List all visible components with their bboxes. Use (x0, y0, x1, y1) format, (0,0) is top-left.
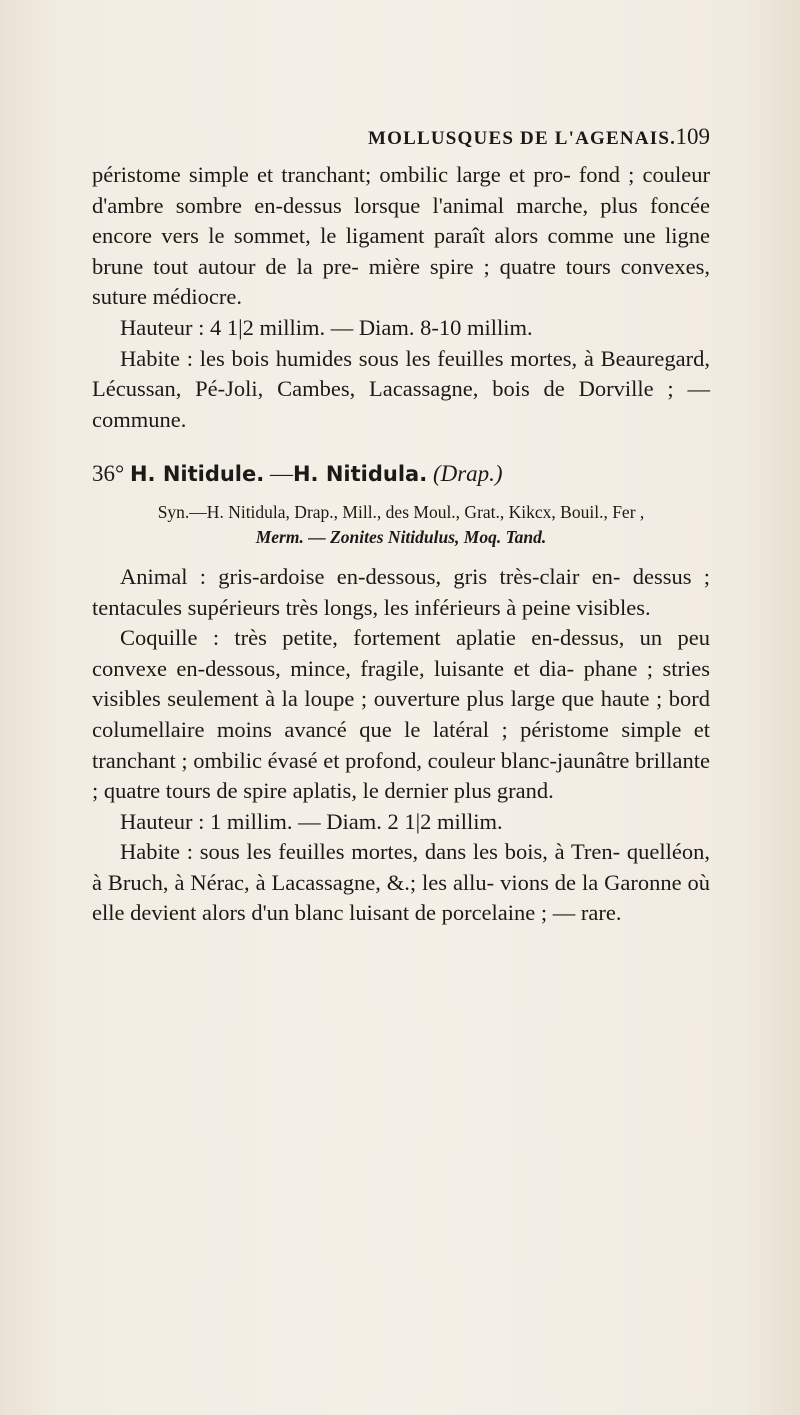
paragraph-shell-description: péristome simple et tranchant; ombilic large et pro- fond ; couleur d'ambre sombre en-dessus lorsque l'animal marche, plus foncée encore vers le sommet, le ligament paraît alors comme une ligne brune tout autour de la pre- mière spire ; quatre tours convexes, suture médiocre. (92, 162, 711, 310)
dimensions-line-2: Hauteur : 1 millim. — Diam. 2 1|2 millim. (120, 808, 503, 834)
shell-paragraph: Coquille : très petite, fortement aplatie en-dessus, un peu convexe en-dessous, mince, fragile, luisante et dia- phane ; stries visibles seulement à la loupe ; ouverture plus large que haute ; bord columellaire moins avancé que le latéral ; péristome simple et tranchant ; ombilic évasé et profond, couleur blanc-jaunâtre brillante ; quatre tours de spire aplatis, le dernier plus grand. (92, 625, 711, 804)
animal-paragraph: Animal : gris-ardoise en-dessous, gris très-clair en- dessus ; tentacules supérieurs très longs, les inférieurs à peine visibles. (92, 563, 710, 620)
page-number: 109 (675, 124, 710, 149)
running-head: MOLLUSQUES DE L'AGENAIS. (368, 128, 677, 149)
synonymy: Syn.—H. Nitidula, Drap., Mill., des Moul., Grat., Kikcx, Bouil., Fer , Merm. — Zonites Nitidulus, Moq. Tand. (157, 501, 645, 547)
page-header (0, 124, 800, 158)
habitat-paragraph: Habite : les bois humides sous les feuilles mortes, à Beauregard, Lécussan, Pé-Joli, Cambes, Lacassagne, bois de Dorville ; — commune. (92, 345, 710, 432)
body-text (92, 160, 710, 929)
habitat-paragraph-2: Habite : sous les feuilles mortes, dans les bois, à Tren- quelléon, à Bruch, à Nérac, à Lacassagne, &.; les allu- vions de la Garonne où elle devient alors d'un blanc luisant de porcelaine ; — rare. (92, 839, 711, 926)
species-heading: 36° H. Nitidule. —H. Nitidula. (Drap.) (92, 461, 503, 487)
dimensions-line: Hauteur : 4 1|2 millim. — Diam. 8-10 millim. (120, 314, 533, 340)
